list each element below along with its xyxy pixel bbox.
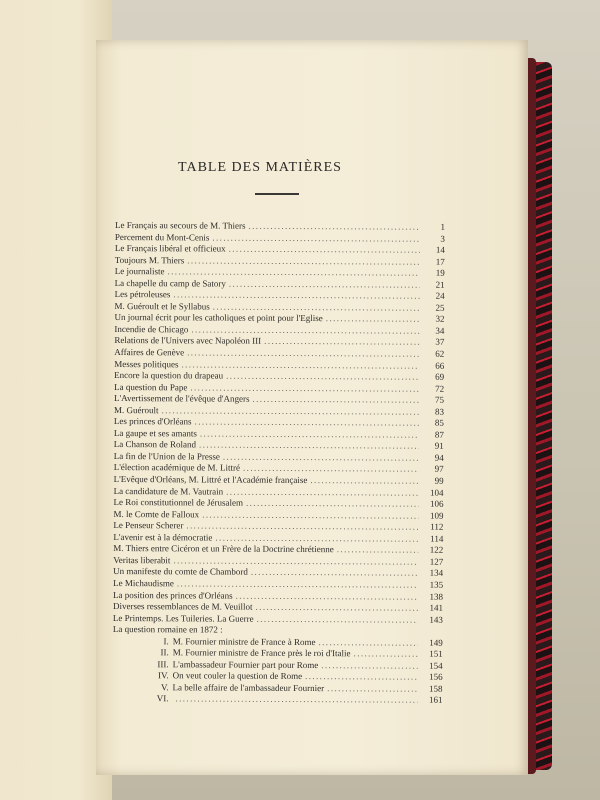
toc-entry-page: 134 xyxy=(429,568,444,579)
sub-entry-text: M. Fournier ministre de France à Rome xyxy=(172,635,316,647)
toc-sub-entry-title xyxy=(153,647,351,660)
toc-entry-title: Les pétroleuses xyxy=(114,289,171,300)
toc-sub-entry-page: 158 xyxy=(429,683,443,694)
toc-sub-entry xyxy=(112,693,442,706)
toc-entry-title: Toujours M. Thiers xyxy=(114,254,185,266)
sub-entry-text: La belle affaire de l'ambassadeur Fournier xyxy=(172,682,325,693)
toc-entry-title: M. Thiers entre Cicéron et un Frère de la Doctrine chrétienne xyxy=(113,543,334,555)
roman-numeral: V. xyxy=(160,682,169,693)
toc-sub-entry-title xyxy=(153,636,316,648)
roman-numeral: II. xyxy=(160,647,169,658)
leader-dots xyxy=(236,590,418,603)
leader-dots xyxy=(226,486,419,499)
toc-entry-title: La position des princes d'Orléans xyxy=(113,589,233,601)
toc-sub-entry-title xyxy=(153,671,303,683)
leader-dots xyxy=(327,683,417,695)
sub-entry-text: M. Fournier ministre de France près le roi d'Italie xyxy=(172,647,351,659)
toc-entry-title: Incendie de Chicago xyxy=(114,323,189,335)
title-rule xyxy=(255,193,299,195)
toc-entry-page: 99 xyxy=(434,475,444,486)
leader-dots xyxy=(310,475,418,487)
toc-entry-page: 34 xyxy=(435,325,445,336)
toc-sub-entry-page: 151 xyxy=(429,648,443,659)
sub-entry-text: On veut couler la question de Rome xyxy=(172,670,303,682)
leader-dots xyxy=(257,613,418,625)
toc-sub-entry-title xyxy=(153,682,325,694)
toc-entry-page: 21 xyxy=(435,279,445,290)
toc-entry-page: 106 xyxy=(429,498,444,509)
toc-entry-page: 19 xyxy=(435,267,445,278)
toc-entry-title: L'Avertissement de l'évêque d'Angers xyxy=(114,393,250,404)
toc-entry-title: Percement du Mont-Cenis xyxy=(114,231,210,243)
toc-entry-title: Les princes d'Orléans xyxy=(113,416,192,427)
toc-sub-entry-page: 161 xyxy=(428,695,443,706)
toc-entry-page: 143 xyxy=(429,614,443,625)
leader-dots xyxy=(251,567,418,579)
toc-entry-title: Le Penseur Scherer xyxy=(113,520,184,531)
toc-entry-title: Affaires de Genève xyxy=(114,347,185,358)
toc-entry-page: 69 xyxy=(435,371,445,382)
toc-entry-title: Un journal écrit pour les catholiques et point pour l'Eglise xyxy=(114,312,323,324)
toc-entry-page: 109 xyxy=(429,510,444,521)
toc-entry-page: 72 xyxy=(435,383,445,394)
toc-entry-title: M. Guéroult et le Syllabus xyxy=(114,300,210,312)
leader-dots xyxy=(246,498,419,510)
toc-entry-page: 135 xyxy=(429,579,444,590)
toc-entry-page: 94 xyxy=(434,452,444,463)
toc-entry-page: 3 xyxy=(440,233,445,244)
toc-entry-page: 122 xyxy=(429,544,444,556)
toc-entry-title: Le Français au secours de M. Thiers xyxy=(114,220,246,231)
leader-dots xyxy=(264,336,419,348)
table-of-contents xyxy=(112,220,445,707)
toc-entry-page: 1 xyxy=(440,221,445,232)
roman-numeral: III. xyxy=(157,659,169,670)
toc-entry-title: L'Evêque d'Orléans, M. Littré et l'Académie française xyxy=(113,474,308,486)
leader-dots xyxy=(215,532,418,545)
leader-dots xyxy=(252,394,419,406)
sub-entry-text: L'ambassadeur Fournier part pour Rome xyxy=(172,659,319,670)
toc-entry-title: Le Français libéral et officieux xyxy=(114,243,226,254)
toc-entry-title: Veritas liberabit xyxy=(113,554,171,566)
toc-entry-page: 104 xyxy=(430,487,444,498)
leader-dots xyxy=(256,602,418,614)
leader-dots xyxy=(354,648,418,660)
toc-sub-entry-title xyxy=(153,659,319,671)
leader-dots xyxy=(318,637,417,649)
toc-entry-page: 32 xyxy=(435,314,445,325)
toc-entry-title: L'avenir est à la démocratie xyxy=(113,531,213,543)
toc-entry-page: 85 xyxy=(434,417,444,429)
toc-sub-entry-page: 156 xyxy=(429,671,443,683)
toc-entry-title: Le Roi constitutionnel de Jérusalem xyxy=(113,497,244,508)
toc-entry-title: La chapelle du camp de Satory xyxy=(114,277,226,289)
toc-entry-title: Le Printemps. Les Tuileries. La Guerre xyxy=(112,612,254,624)
toc-entry-page: 25 xyxy=(435,302,445,313)
toc-sub-entry-page: 154 xyxy=(429,660,443,671)
toc-entry-title: Le Michaudisme xyxy=(113,577,174,589)
leader-dots xyxy=(337,544,419,556)
toc-entry-title: Messes politiques xyxy=(114,358,179,369)
toc-entry-title: Encore la question du drapeau xyxy=(114,370,224,381)
leader-dots xyxy=(229,244,420,257)
toc-entry-page: 138 xyxy=(429,591,444,602)
toc-entry-title: Diverses ressemblances de M. Veuillot xyxy=(112,601,253,612)
toc-entry-title: M. le Comte de Falloux xyxy=(113,508,200,520)
toc-entry-page: 17 xyxy=(435,256,445,267)
toc-entry-page: 91 xyxy=(434,441,444,452)
leader-dots xyxy=(248,221,420,233)
toc-entry-page: 87 xyxy=(434,429,444,440)
toc-entry-title: La question romaine en 1872 : xyxy=(112,624,223,635)
toc-entry-title: La Chanson de Roland xyxy=(113,439,197,450)
toc-entry-title: La question du Pape xyxy=(114,381,188,393)
toc-entry-title: M. Guéroult xyxy=(113,404,159,415)
leader-dots xyxy=(243,463,419,475)
toc-entry-page: 141 xyxy=(429,602,444,613)
leader-dots xyxy=(223,452,419,465)
toc-entry-title: Le journaliste xyxy=(114,266,165,277)
toc-sub-entry-title xyxy=(152,694,172,706)
toc-entry-page: 97 xyxy=(434,464,444,475)
leader-dots xyxy=(321,660,417,672)
leader-dots xyxy=(229,278,420,291)
toc-entry-page: 14 xyxy=(435,244,445,255)
toc-entry-page: 24 xyxy=(435,290,445,302)
toc-entry-title: La gaupe et ses amants xyxy=(113,427,197,439)
toc-entry-page: 75 xyxy=(435,394,445,405)
roman-numeral: IV. xyxy=(157,670,169,681)
toc-sub-entry-page: 149 xyxy=(429,637,443,648)
roman-numeral: I. xyxy=(163,635,169,646)
toc-entry-page: 112 xyxy=(430,521,444,532)
toc-entry-page: 114 xyxy=(430,533,444,544)
toc-entry-page: 127 xyxy=(429,556,444,567)
toc-entry-title: Relations de l'Univers avec Napoléon III xyxy=(114,335,262,347)
toc-entry-page: 66 xyxy=(435,360,445,371)
leader-dots xyxy=(226,633,418,634)
toc-entry-title: La fin de l'Union de la Presse xyxy=(113,450,220,462)
toc-entry-page: 62 xyxy=(435,348,445,359)
leader-dots xyxy=(326,313,420,325)
page-title: TABLE DES MATIÈRES xyxy=(178,160,342,175)
toc-entry-page: 83 xyxy=(434,406,445,417)
leader-dots xyxy=(305,671,418,683)
toc-entry-title: Un manifeste du comte de Chambord xyxy=(113,566,248,578)
toc-entry-page: 37 xyxy=(435,337,445,348)
toc-entry-title: L'élection académique de M. Littré xyxy=(113,462,241,474)
leader-dots xyxy=(175,694,417,707)
toc-entry-title: La candidature de M. Vautrain xyxy=(113,485,224,497)
leader-dots xyxy=(226,371,419,384)
roman-numeral: VI. xyxy=(156,693,169,704)
